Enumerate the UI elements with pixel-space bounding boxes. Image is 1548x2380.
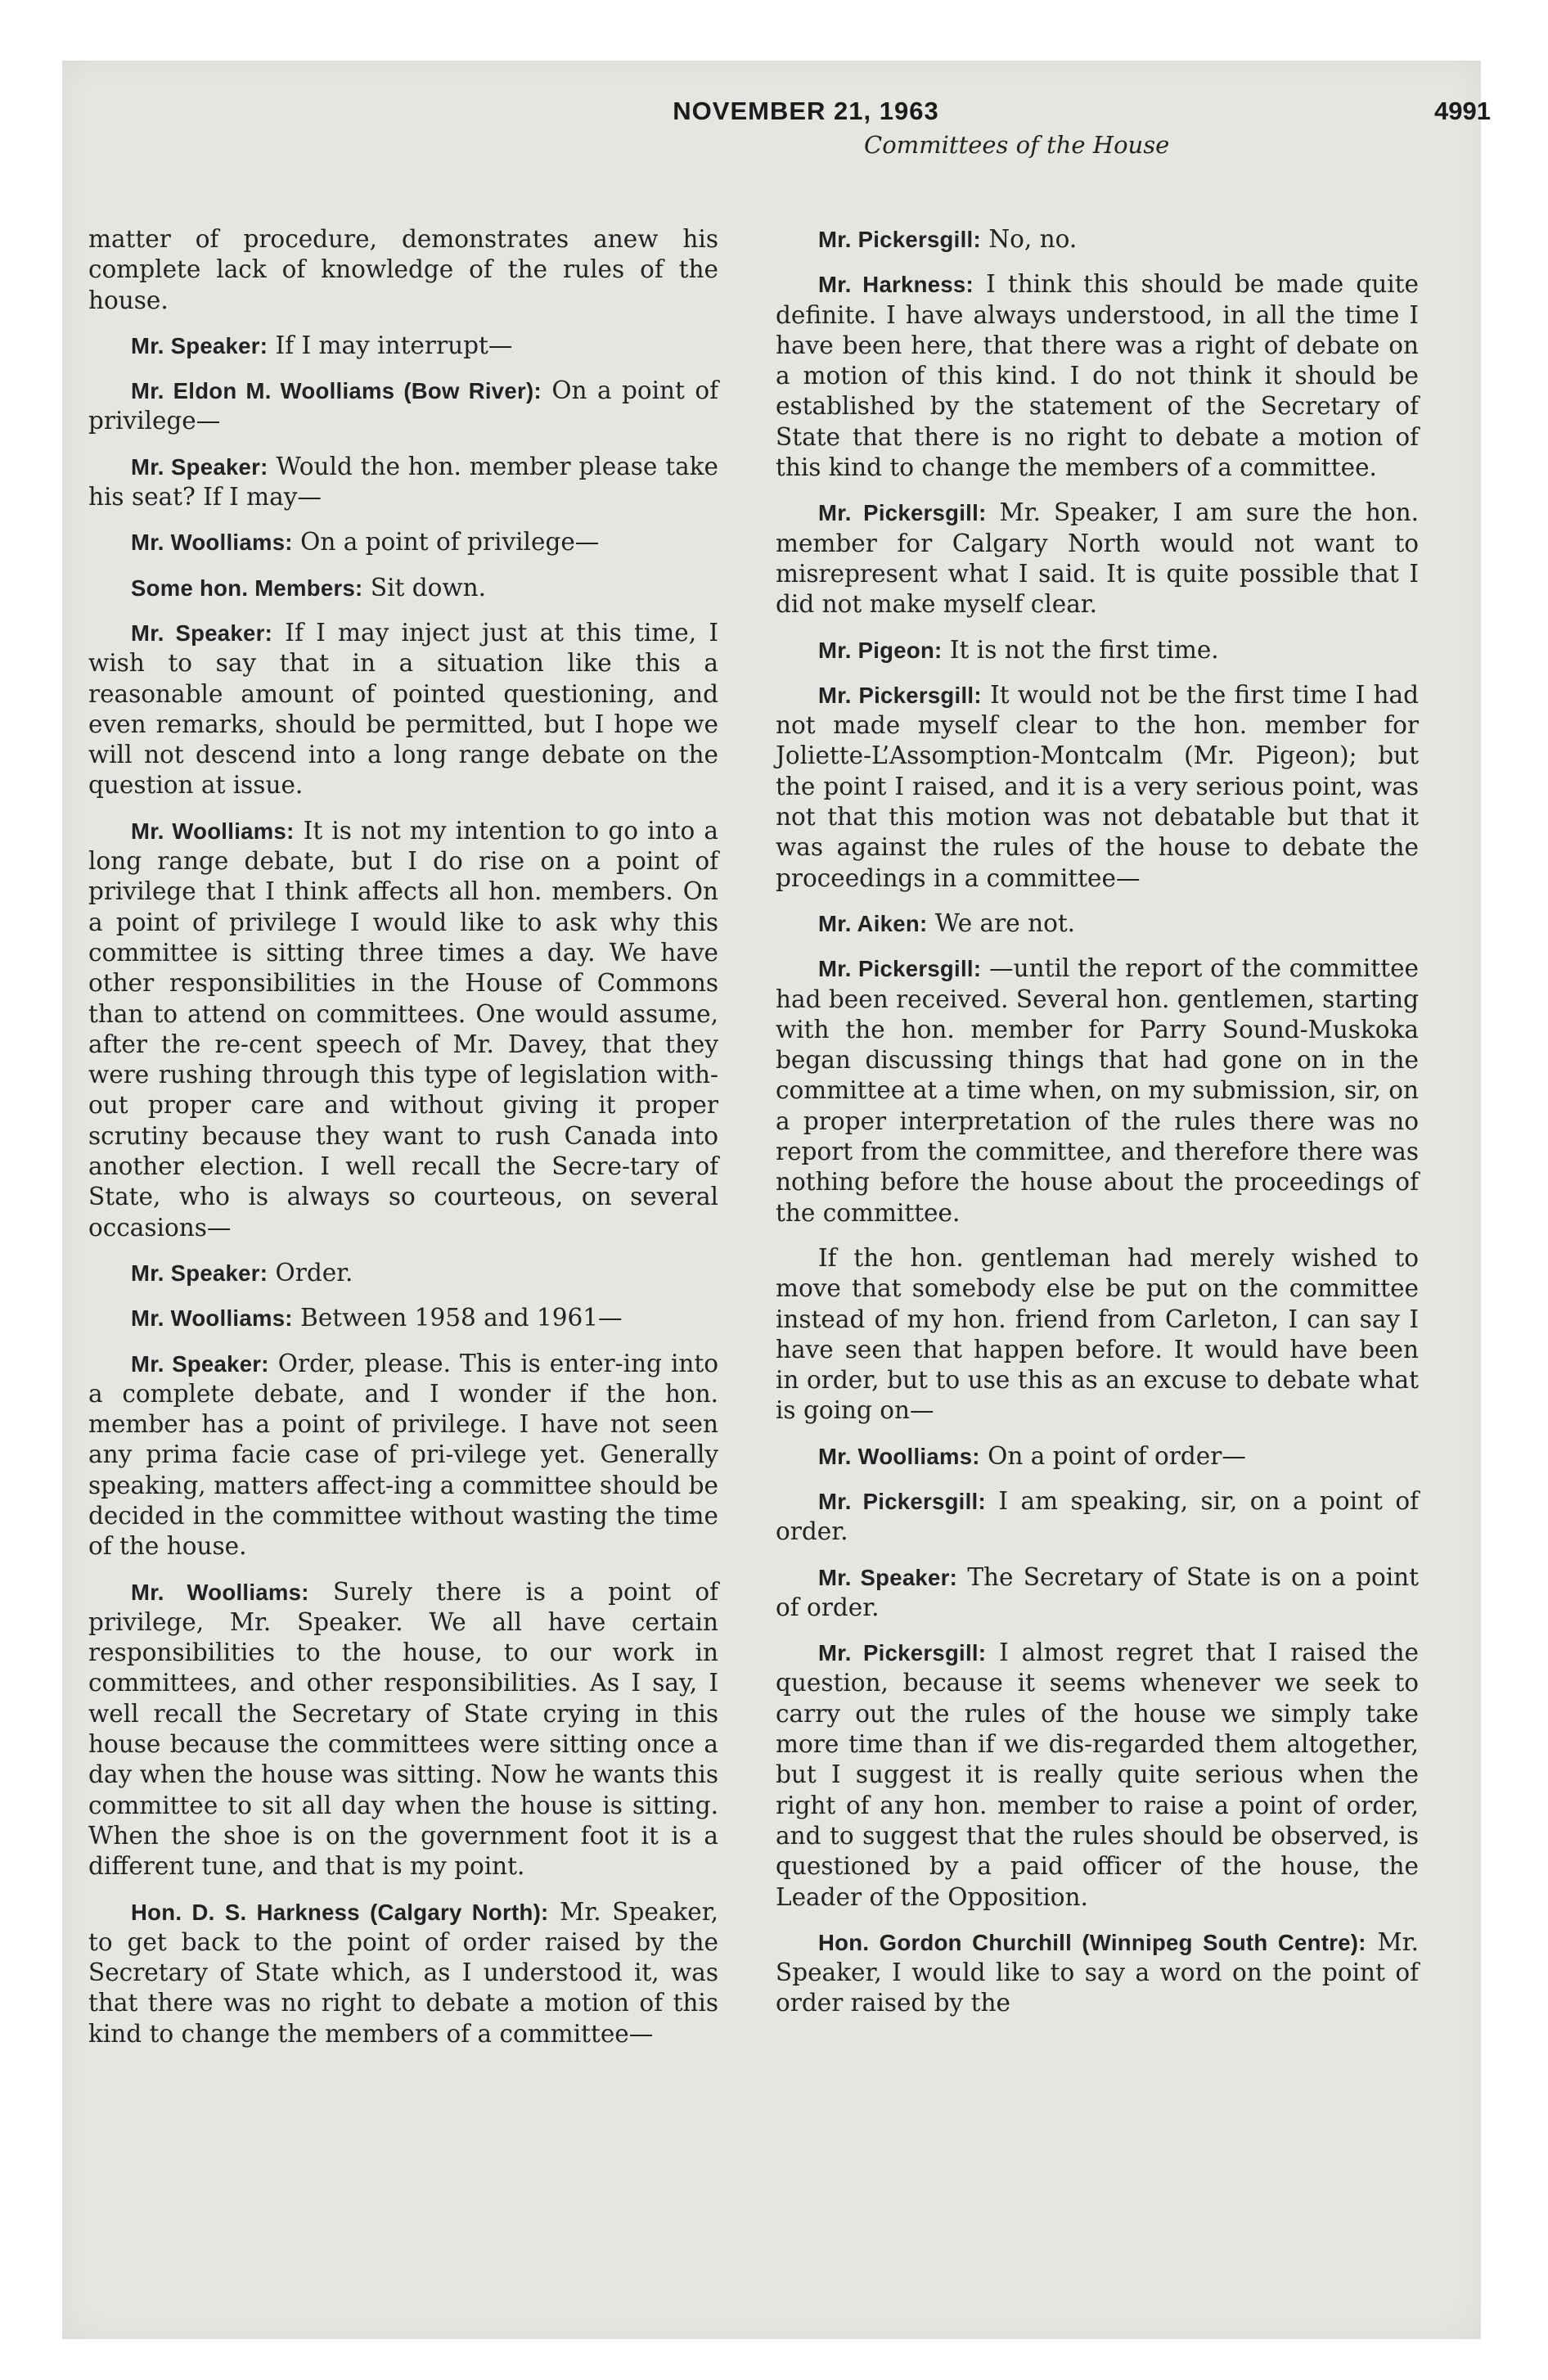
paragraph-text: I am speaking, sir, on a point of order. <box>776 1486 1419 1546</box>
paragraph <box>776 224 1419 255</box>
speaker-name: Hon. D. S. Harkness (Calgary North): <box>131 1899 549 1925</box>
paragraph <box>88 1258 718 1288</box>
speaker-name: Mr. Eldon M. Woolliams (Bow River): <box>131 378 542 404</box>
paragraph <box>88 376 718 437</box>
paragraph <box>88 1577 718 1882</box>
paragraph-text: It is not my intention to go into a long range debate, but I do rise on a point of privilege that I think affects all hon. members. On a point of privilege I would like to ask why this committee is sitting three times a day. We have other responsibilities in the House of Commons than to attend on committees. One would assume, after the re-cent speech of Mr. Davey, that they were rushing through this type of legislation with-out proper care and without giving it proper scrutiny because they want to rush Canada into another election. I well recall the Secre-tary of State, who is always so courteous, on several occasions— <box>88 816 718 1242</box>
paragraph <box>776 1638 1419 1913</box>
speaker-name: Mr. Woolliams: <box>131 1579 309 1605</box>
paragraph-text: If I may interrupt— <box>275 331 513 359</box>
paragraph <box>88 452 718 513</box>
paragraph <box>88 618 718 801</box>
paragraph-text: It would not be the first time I had not made myself clear to the hon. member for Joliette-L’Assomption-Montcalm (Mr. Pigeon); but the point I raised, and it is a very serious point, was not that this motion was not debatable but that it was against the rules of the house to debate the proceedings in a committee— <box>776 680 1419 892</box>
paragraph-text: No, no. <box>988 225 1078 253</box>
speaker-name: Mr. Pickersgill: <box>818 500 987 526</box>
paragraph <box>88 1897 718 2049</box>
paragraph <box>88 573 718 603</box>
paragraph-text: On a point of privilege— <box>88 376 719 435</box>
paragraph-text: Surely there is a point of privilege, Mr. Speaker. We all have certain responsibilities to the house, to our work in committees, and other responsibilities. As I say, I well recall the Secretary of State crying in this house because the committees were sitting once a day when the house was sitting. Now he wants this committee to sit all day when the house is sitting. When the shoe is on the government foot it is a different tune, and that is my point. <box>88 1577 718 1881</box>
speaker-name: Hon. Gordon Churchill (Winnipeg South Centre): <box>818 1929 1366 1955</box>
right-column <box>776 224 1419 2034</box>
paragraph <box>776 908 1419 939</box>
paragraph-text: Order. <box>275 1258 353 1287</box>
paragraph <box>776 269 1419 483</box>
speaker-name: Mr. Pickersgill: <box>818 682 982 708</box>
paragraph-text: I think this should be made quite definite. I have always understood, in all the time I have been here, that there was a right of debate on a motion of this kind. I do not think it should be established by the statement of the Secretary of State that there is no right to debate a motion of this kind to change the members of a committee. <box>776 270 1419 482</box>
speaker-name: Mr. Pickersgill: <box>818 1488 986 1514</box>
speaker-name: Mr. Pickersgill: <box>818 227 981 252</box>
paragraph <box>776 1441 1419 1472</box>
speaker-name: Mr. Woolliams: <box>818 1443 980 1469</box>
paragraph <box>88 1349 718 1562</box>
paragraph-text: On a point of order— <box>988 1441 1246 1470</box>
speaker-name: Mr. Harkness: <box>818 272 974 298</box>
paragraph-text: Between 1958 and 1961— <box>300 1304 623 1332</box>
header-date: NOVEMBER 21, 1963 <box>673 97 939 125</box>
paragraph-text: Sit down. <box>370 573 487 602</box>
page-header <box>88 97 1491 159</box>
speaker-name: Mr. Speaker: <box>131 1260 268 1286</box>
speaker-name: Mr. Speaker: <box>818 1564 958 1590</box>
paragraph <box>776 1486 1419 1548</box>
paragraph-text: If the hon. gentleman had merely wished to move that somebody else be put on the committee instead of my hon. friend from Carleton, I can say I have seen that happen before. It would have been in order, but to use this as an excuse to debate what is going on— <box>776 1243 1419 1425</box>
paragraph <box>88 527 718 557</box>
paragraph <box>776 1927 1419 2019</box>
section-title: Committees of the House <box>864 131 1170 159</box>
speaker-name: Mr. Woolliams: <box>131 530 293 556</box>
page-number: 4991 <box>1434 97 1491 125</box>
paragraph <box>88 224 718 316</box>
paragraph <box>776 635 1419 665</box>
speaker-name: Mr. Pigeon: <box>818 637 943 663</box>
speaker-name: Mr. Woolliams: <box>131 818 295 844</box>
paragraph <box>776 953 1419 1228</box>
paragraph-text: The Secretary of State is on a point of order. <box>776 1562 1419 1621</box>
paragraph <box>776 1562 1419 1624</box>
paragraph <box>776 498 1419 620</box>
paragraph <box>88 1303 718 1333</box>
paragraph-text: Mr. Speaker, I would like to say a word on the point of order raised by the <box>776 1927 1419 2017</box>
paragraph <box>776 1243 1419 1427</box>
speaker-name: Mr. Pickersgill: <box>818 1640 987 1666</box>
paragraph-text: Mr. Speaker, to get back to the point of order raised by the Secretary of State which, as I understood it, was that there was no right to debate a motion of this kind to change the members of a committee— <box>88 1897 718 2048</box>
paragraph-text: Would the hon. member please take his seat? If I may— <box>88 452 718 512</box>
speaker-name: Mr. Pickersgill: <box>818 956 982 982</box>
speaker-name: Mr. Speaker: <box>131 620 273 646</box>
paragraph-text: Mr. Speaker, I am sure the hon. member for Calgary North would not want to misrepresent what I said. It is quite possible that I did not make myself clear. <box>776 498 1419 619</box>
paragraph-text: —until the report of the committee had been received. Several hon. gentlemen, starting with the hon. member for Parry Sound-Muskoka began discussing things that had gone on in the committee at a time when, on my submission, sir, on a proper interpretation of the rules there was no report from the committee, and therefore there was nothing before the house about the proceedings of the committee. <box>776 954 1419 1227</box>
paragraph <box>88 331 718 361</box>
speaker-name: Some hon. Members: <box>131 575 363 601</box>
paragraph-text: matter of procedure, demonstrates anew his complete lack of knowledge of the rules of the house. <box>88 225 718 314</box>
speaker-name: Mr. Speaker: <box>131 1350 269 1377</box>
paragraph <box>88 816 718 1243</box>
paragraph-text: We are not. <box>934 908 1076 937</box>
paragraph-text: Order, please. This is enter-ing into a complete debate, and I wonder if the hon. member has a point of privilege. I have not seen any prima facie case of pri-vilege yet. Generally speaking, matters affect-ing a committee should be decided in the committee without wasting the time of the house. <box>88 1349 718 1561</box>
speaker-name: Mr. Woolliams: <box>131 1305 293 1332</box>
speaker-name: Mr. Speaker: <box>131 453 268 480</box>
speaker-name: Mr. Aiken: <box>818 910 928 936</box>
speaker-name: Mr. Speaker: <box>131 332 268 358</box>
paragraph-text: It is not the first time. <box>949 635 1219 664</box>
paragraph-text: I almost regret that I raised the question, because it seems whenever we seek to carry out the rules of the house we simply take more time than if we dis-regarded them altogether, but I suggest it is really quite serious when the right of any hon. member to raise a point of order, and to suggest that the rules should be observed, is questioned by a paid officer of the house, the Leader of the Opposition. <box>776 1639 1419 1911</box>
paragraph-text: On a point of privilege— <box>300 528 600 557</box>
paragraph <box>776 680 1419 894</box>
left-column <box>88 224 718 2064</box>
paragraph-text: If I may inject just at this time, I wish to say that in a situation like this a reasonable amount of pointed questioning, and even remarks, should be permitted, but I hope we will not descend into a long range debate on the question at issue. <box>88 618 718 800</box>
